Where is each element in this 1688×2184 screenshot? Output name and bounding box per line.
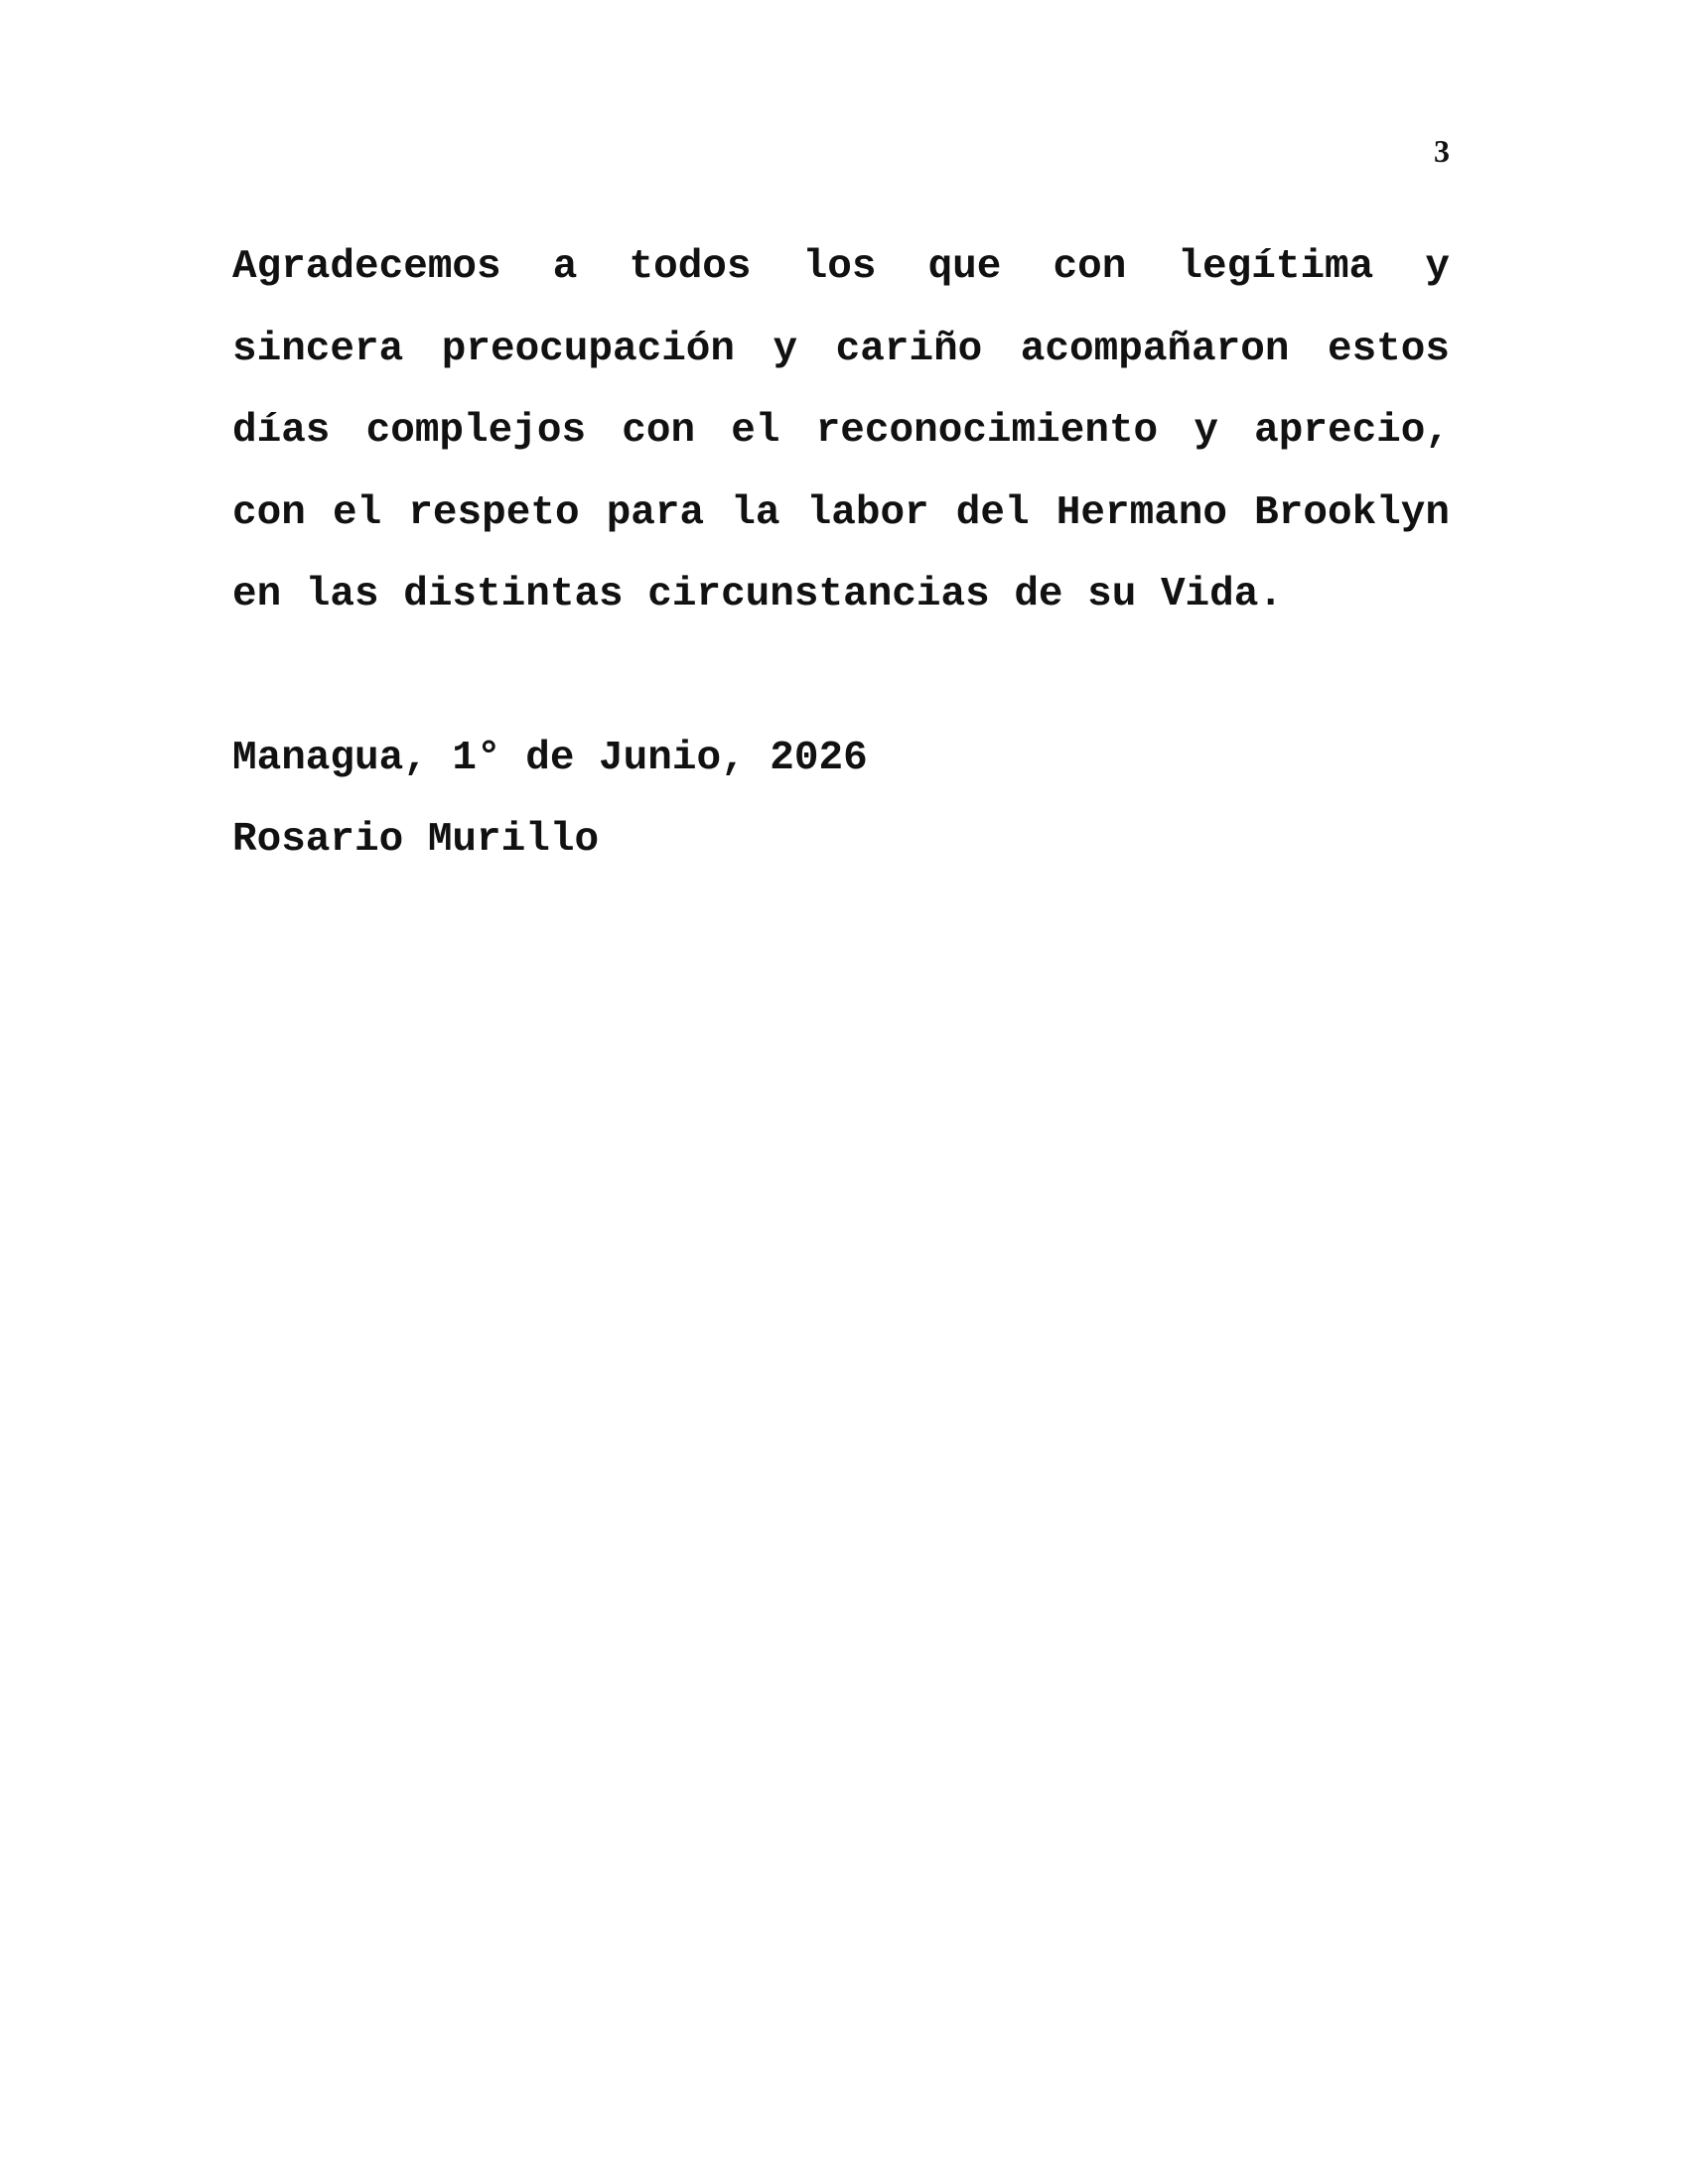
place-date-line: Managua, 1° de Junio, 2026	[232, 735, 868, 781]
body-paragraph: Agradecemos a todos los que con legítima y sincera preocupación y cariño acompañaron estos días complejos con el reconocimiento y aprecio, con el respeto para la labor del Hermano Brooklyn en las distintas circunstancias de su Vida.	[232, 244, 1450, 617]
page-number: 3	[1434, 133, 1450, 169]
document-body	[232, 226, 1450, 882]
signatory-name: Rosario Murillo	[232, 817, 600, 863]
closing-block	[232, 718, 1450, 882]
